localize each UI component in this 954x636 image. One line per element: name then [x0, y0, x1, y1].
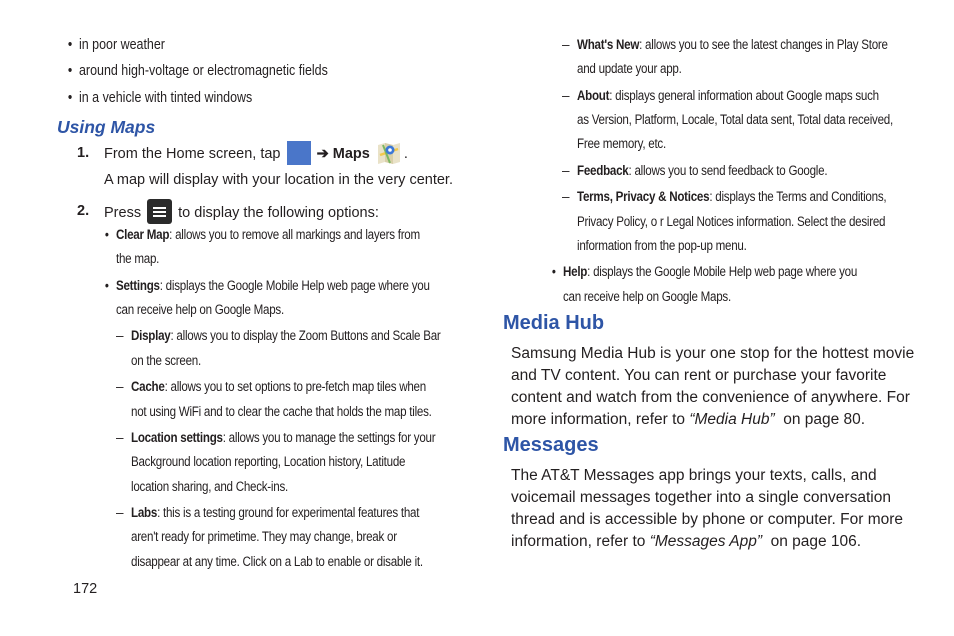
- desc: the map.: [116, 251, 160, 266]
- section-heading-media-hub: Media Hub: [503, 312, 605, 334]
- desc: information from the pop-up menu.: [577, 238, 747, 253]
- bullet-text: in a vehicle with tinted windows: [79, 90, 253, 106]
- list-item: [577, 33, 938, 58]
- desc: and update your app.: [577, 61, 682, 76]
- list-item: [116, 223, 469, 248]
- term: Settings: [116, 278, 160, 293]
- list-item: [577, 185, 937, 210]
- paragraph-line: and TV content. You can rent or purchase your favorite: [511, 367, 887, 384]
- desc: : allows you to display the Zoom Buttons and Scale Bar: [170, 328, 441, 343]
- list-item: [577, 159, 868, 184]
- dash: –: [562, 37, 570, 52]
- dash: –: [562, 189, 570, 204]
- term: About: [577, 88, 610, 103]
- desc: Free memory, etc.: [577, 136, 666, 151]
- step-text: From the Home screen, tap: [104, 146, 281, 162]
- desc: : displays the Terms and Conditions,: [709, 189, 887, 204]
- term: What's New: [577, 37, 640, 52]
- desc: : allows you to remove all markings and layers from: [169, 227, 420, 242]
- list-item: [116, 274, 481, 299]
- step-2-instruction: [104, 199, 379, 225]
- term: Clear Map: [116, 227, 170, 242]
- list-item: [563, 260, 905, 285]
- list-item: [79, 86, 252, 110]
- desc: can receive help on Google Maps.: [116, 302, 284, 317]
- list-item: [131, 501, 466, 526]
- text: information, refer to: [511, 533, 650, 550]
- menu-key-icon: [147, 199, 172, 224]
- bullet-text: in poor weather: [79, 37, 165, 53]
- step-number: 1.: [77, 145, 90, 161]
- dash: –: [116, 430, 124, 445]
- paragraph-line: [511, 409, 865, 431]
- paragraph-line: content and watch from the convenience of anywhere. For: [511, 389, 910, 406]
- text: on page 106.: [761, 533, 862, 550]
- term: Terms, Privacy & Notices: [577, 189, 710, 204]
- step-1-result: A map will display with your location in the very center.: [104, 172, 453, 188]
- desc: : displays the Google Mobile Help web page where you: [587, 264, 858, 279]
- term: Cache: [131, 379, 165, 394]
- term: Feedback: [577, 163, 629, 178]
- dash: –: [116, 505, 124, 520]
- desc: : displays the Google Mobile Help web page where you: [159, 278, 430, 293]
- text: on page 80.: [774, 411, 866, 428]
- list-item: [131, 426, 485, 451]
- section-heading-messages: Messages: [503, 434, 599, 456]
- paragraph-line: Samsung Media Hub is your one stop for the hottest movie: [511, 345, 915, 362]
- term: Display: [131, 328, 171, 343]
- dash: –: [116, 379, 124, 394]
- desc: Background location reporting, Location history, Latitude: [131, 454, 406, 469]
- bullet-text: around high-voltage or electromagnetic fields: [79, 63, 328, 79]
- desc: : allows you to manage the settings for your: [222, 430, 436, 445]
- step-text: to display the following options:: [178, 205, 379, 221]
- list-item: [79, 59, 328, 83]
- cross-reference-link[interactable]: “Messages App”: [649, 533, 762, 550]
- paragraph-line: voicemail messages together into a single conversation: [511, 489, 891, 506]
- dash: –: [116, 328, 124, 343]
- step-number: 2.: [77, 203, 90, 219]
- paragraph-line: [511, 531, 861, 553]
- desc: : this is a testing ground for experimental features that: [157, 505, 420, 520]
- maps-app-icon: [376, 141, 402, 165]
- period-text: .: [403, 146, 408, 162]
- desc: : displays general information about Google maps such: [609, 88, 879, 103]
- list-item: [577, 84, 928, 109]
- cross-reference-link[interactable]: “Media Hub”: [689, 411, 775, 428]
- list-item: [79, 33, 165, 57]
- desc: : allows you to see the latest changes in Play Store: [639, 37, 888, 52]
- dash: –: [562, 88, 570, 103]
- text: more information, refer to: [511, 411, 690, 428]
- section-heading-using-maps: Using Maps: [57, 117, 156, 137]
- term: Location settings: [131, 430, 223, 445]
- apps-grid-icon: [287, 141, 311, 165]
- term: Labs: [131, 505, 158, 520]
- step-text: Press: [104, 205, 142, 221]
- desc: disappear at any time. Click on a Lab to enable or disable it.: [131, 554, 423, 569]
- paragraph-line: The AT&T Messages app brings your texts, calls, and: [511, 467, 877, 484]
- term: Help: [563, 264, 588, 279]
- paragraph-line: thread and is accessible by phone or computer. For more: [511, 511, 904, 528]
- list-item: [131, 375, 474, 400]
- desc: on the screen.: [131, 353, 201, 368]
- list-item: [131, 324, 491, 349]
- desc: can receive help on Google Maps.: [563, 289, 731, 304]
- desc: : allows you to set options to pre-fetch map tiles when: [164, 379, 426, 394]
- step-1-instruction: [104, 141, 408, 166]
- page-number: 172: [73, 581, 98, 597]
- maps-label: Maps: [332, 146, 370, 162]
- desc: Privacy Policy, o r Legal Notices information. Select the desired: [577, 214, 886, 229]
- dash: –: [562, 163, 570, 178]
- desc: aren't ready for primetime. They may change, break or: [131, 529, 397, 544]
- desc: not using WiFi and to clear the cache that holds the map tiles.: [131, 404, 432, 419]
- desc: location sharing, and Check-ins.: [131, 479, 288, 494]
- arrow-icon: ➔: [316, 146, 329, 162]
- desc: as Version, Platform, Locale, Total data sent, Total data received,: [577, 112, 893, 127]
- desc: : allows you to send feedback to Google.: [628, 163, 828, 178]
